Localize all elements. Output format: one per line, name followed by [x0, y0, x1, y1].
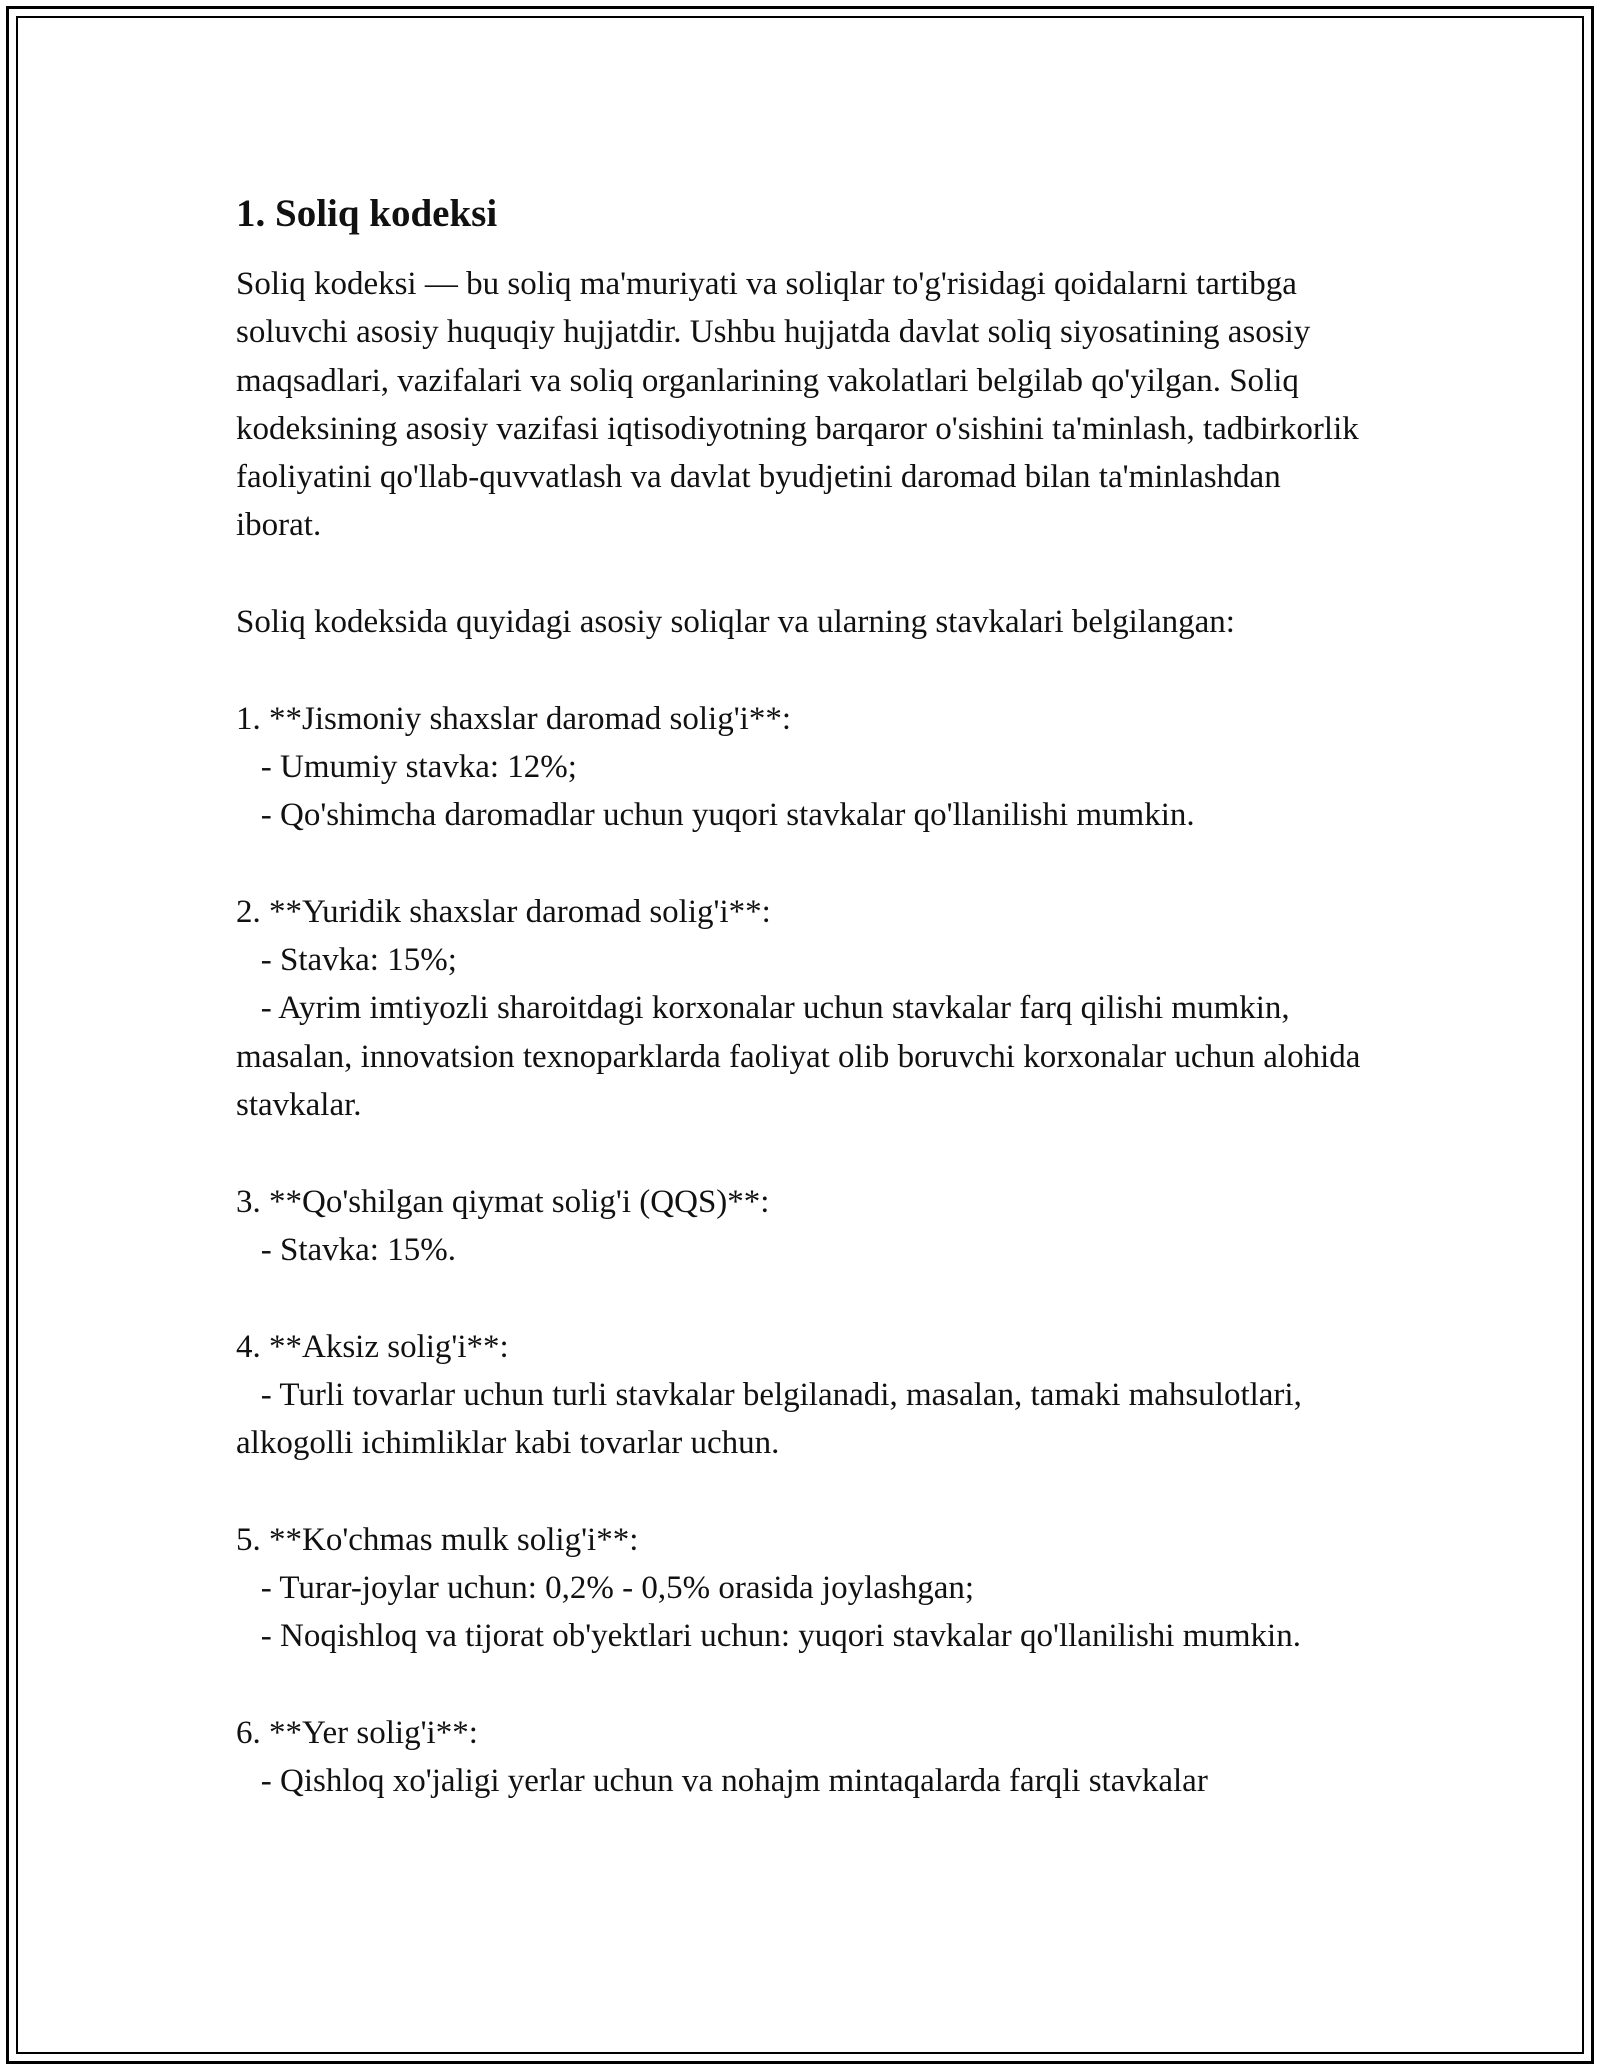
tax-item-line: - Qishloq xo'jaligi yerlar uchun va nohajm mintaqalarda farqli stavkalar — [236, 1763, 1208, 1800]
intro-paragraph: Soliq kodeksi — bu soliq ma'muriyati va soliqlar to'g'risidagi qoidalarni tartibga soluvchi asosiy huquqiy hujjatdir. Ushbu hujjatda davlat soliq siyosatining asosiy maqsadlari, vazifalari va soliq organlarining vakolatlari belgilab qo'yilgan. Soliq kodeksining asosiy vazifasi iqtisodiyotning barqaror o'sishini ta'minlash, tadbirkorlik faoliyatini qo'llab-quvvatlash va davlat byudjetini daromad bilan ta'minlashdan iborat. — [236, 266, 1367, 544]
tax-item-line: - Ayrim imtiyozli sharoitdagi korxonalar uchun stavkalar farq qilishi mumkin, masalan, innovatsion texnoparklarda faoliyat olib boruvchi korxonalar uchun alohida stavkalar. — [236, 990, 1369, 1124]
tax-item-line: - Stavka: 15%. — [236, 1231, 456, 1268]
tax-item-line: - Stavka: 15%; — [236, 942, 457, 979]
tax-item — [236, 888, 1369, 1129]
tax-item-title: 6. **Yer solig'i**: — [236, 1714, 478, 1751]
tax-item — [236, 1323, 1366, 1468]
tax-item — [236, 1709, 1366, 1806]
tax-item-title: 2. **Yuridik shaxslar daromad solig'i**: — [236, 893, 771, 930]
tax-item — [236, 695, 1366, 840]
tax-item-line: - Umumiy stavka: 12%; — [236, 748, 577, 785]
tax-item-title: 4. **Aksiz solig'i**: — [236, 1328, 509, 1365]
tax-item-line: - Turli tovarlar uchun turli stavkalar belgilanadi, masalan, tamaki mahsulotlari, alkogolli ichimliklar kabi tovarlar uchun. — [236, 1376, 1311, 1462]
tax-item-title: 3. **Qo'shilgan qiymat solig'i (QQS)**: — [236, 1183, 770, 1220]
document-body — [236, 190, 1369, 1806]
tax-item-line: - Turar-joylar uchun: 0,2% - 0,5% orasida joylashgan; — [236, 1570, 975, 1607]
section-heading: 1. Soliq kodeksi — [236, 192, 498, 235]
tax-item — [236, 1178, 1366, 1275]
tax-item — [236, 1516, 1366, 1661]
lead-sentence: Soliq kodeksida quyidagi asosiy soliqlar va ularning stavkalari belgilangan: — [236, 604, 1235, 641]
tax-item-line: - Qo'shimcha daromadlar uchun yuqori stavkalar qo'llanilishi mumkin. — [236, 797, 1195, 834]
tax-item-line: - Noqishloq va tijorat ob'yektlari uchun: yuqori stavkalar qo'llanilishi mumkin. — [236, 1618, 1301, 1655]
tax-item-title: 5. **Ko'chmas mulk solig'i**: — [236, 1521, 639, 1558]
tax-item-title: 1. **Jismoniy shaxslar daromad solig'i**: — [236, 700, 791, 737]
